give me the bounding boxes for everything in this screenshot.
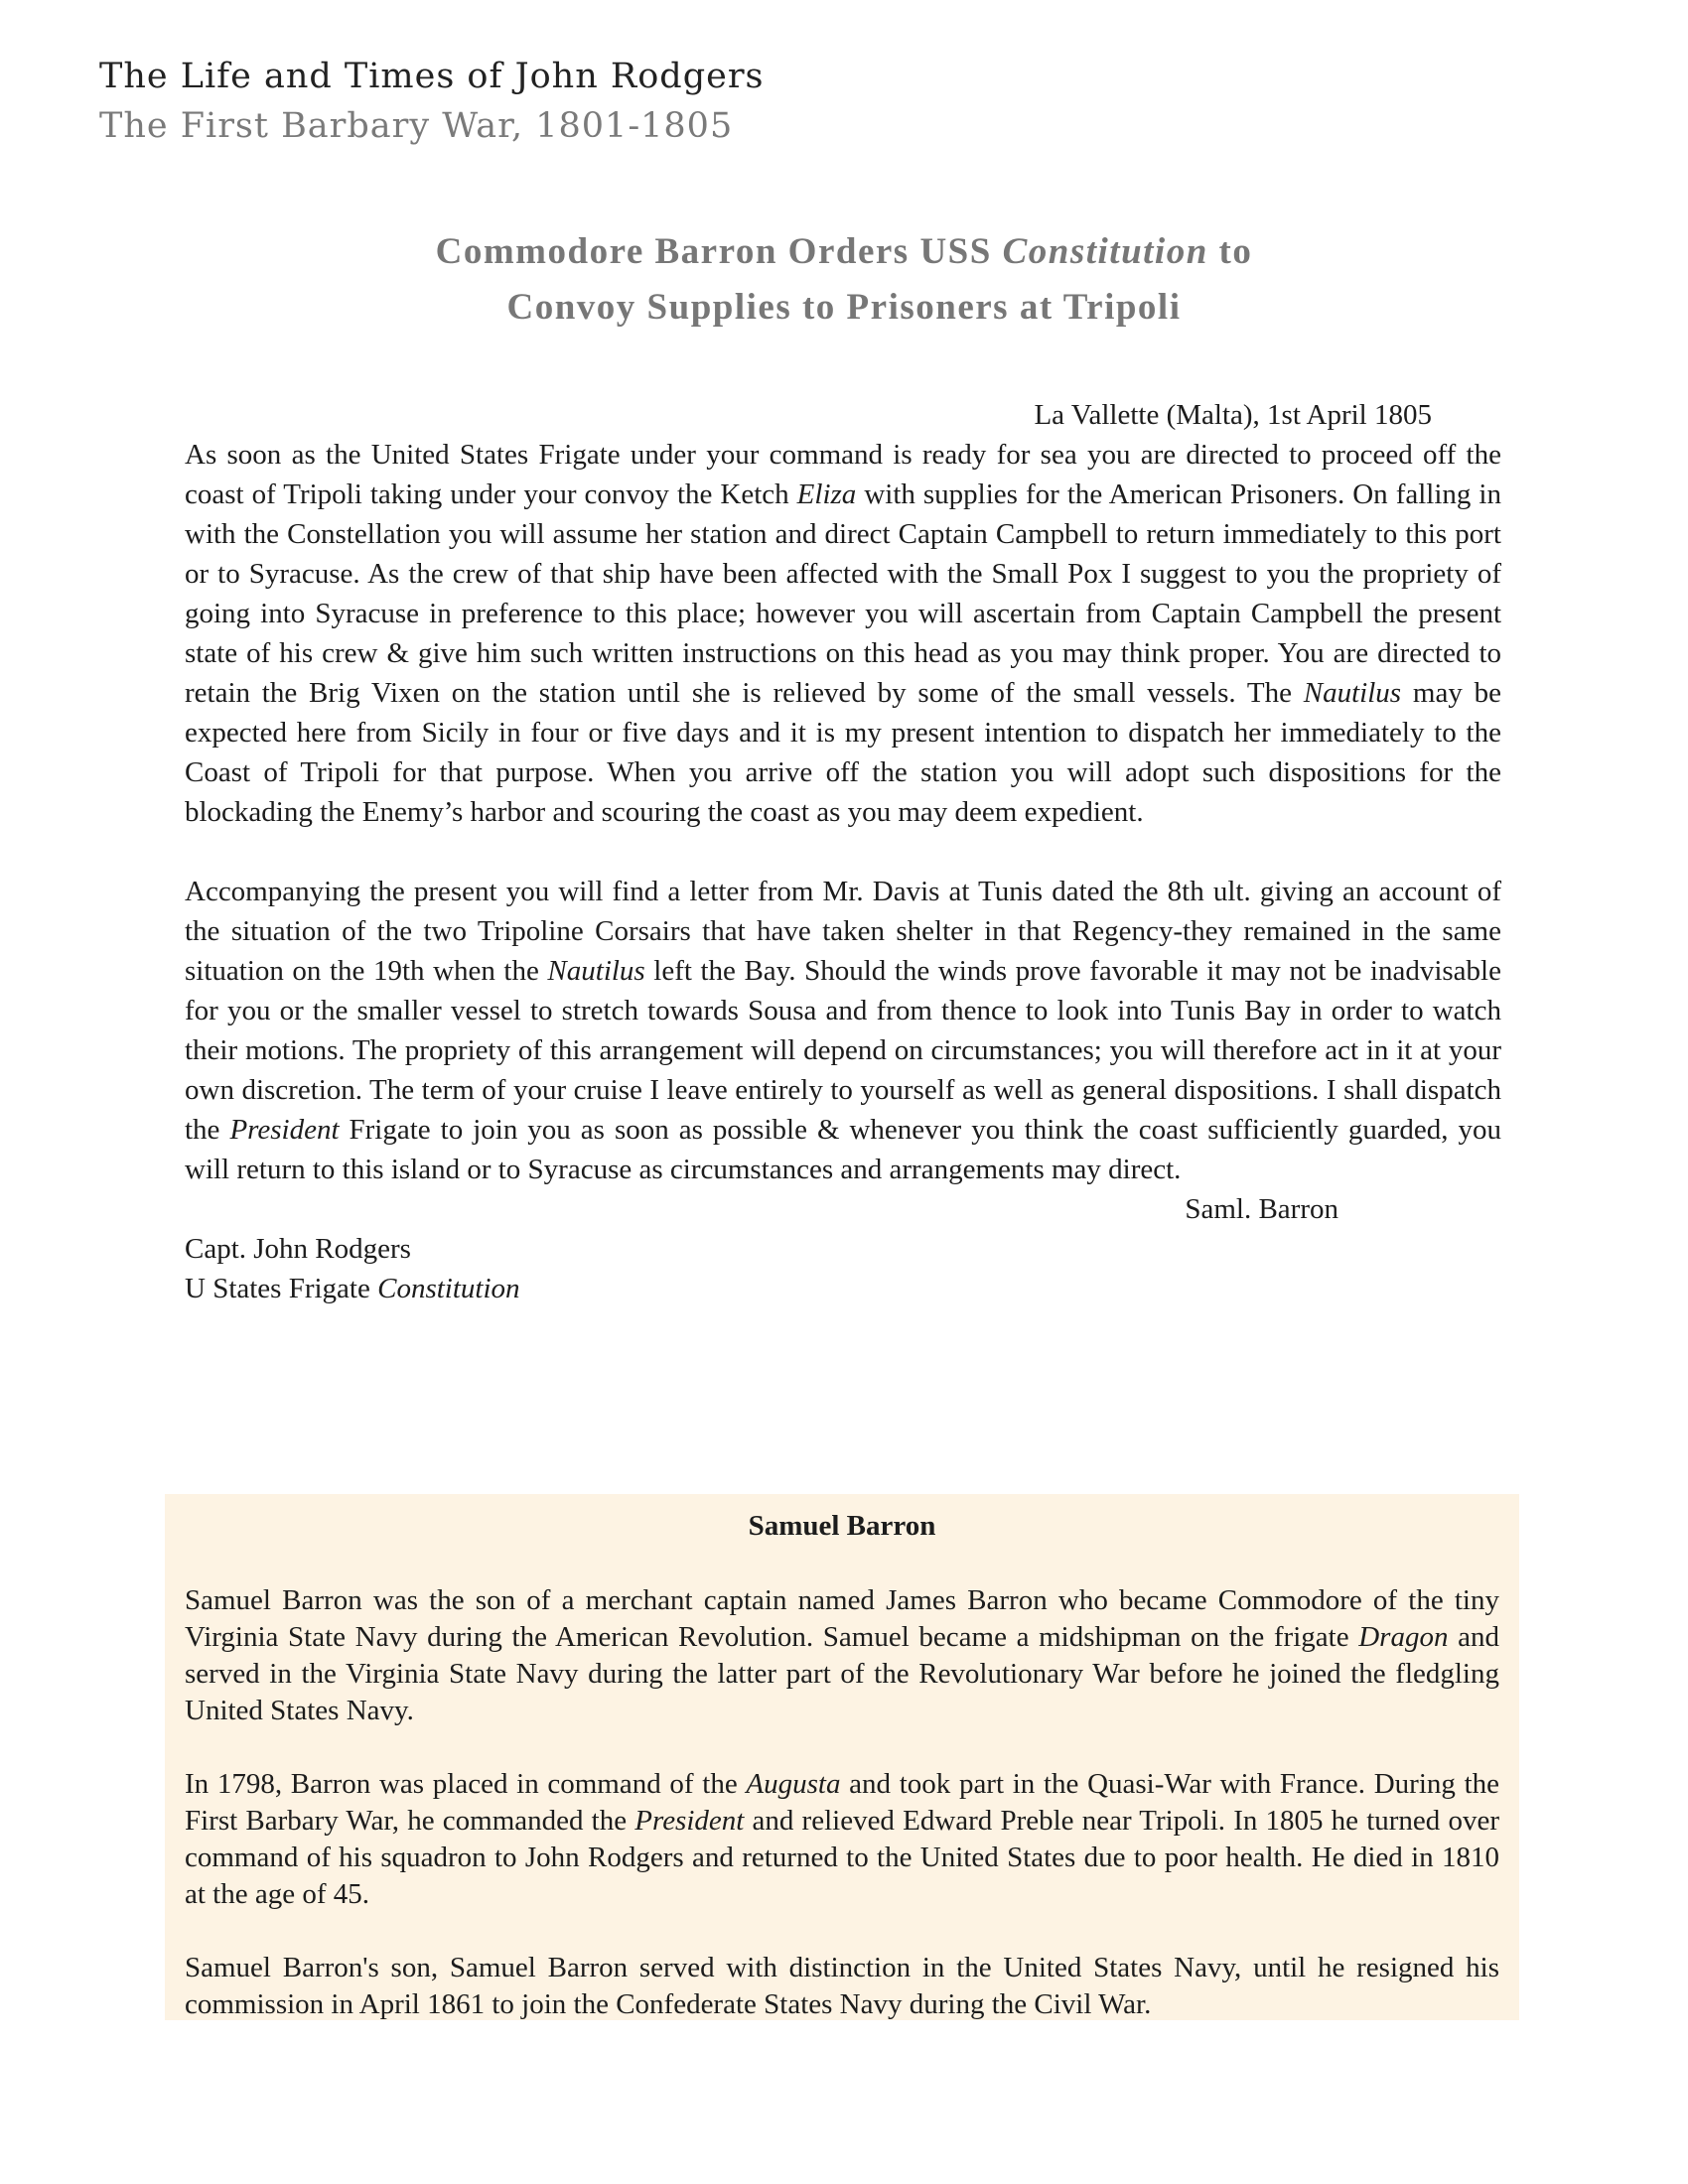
ship-name: Constitution	[377, 1273, 520, 1304]
ship-name: President	[634, 1805, 745, 1837]
text-run: with supplies for the American Prisoners. On falling in with the Constellation you will assume her station and direct Captain Campbell to return immediately to this port or to Syracuse. As the crew of that ship have been affected with the Small Pox I suggest to you the propriety of going into Syracuse in preference to this place; however you will ascertain from Captain Campbell the present state of his crew & give him such written instructions on this head as you may think proper. You are directed to retain the Brig Vixen on the station until she is relieved by some of the small vessels. The	[185, 478, 1501, 709]
text-run: Accompanying the present you will find a letter from Mr. Davis at Tunis dated the 8th ult. giving an account of the situation of the two Tripoline Corsairs that have taken shelter in that Regency-they remained in the same situation on the 19th when the	[185, 876, 1501, 987]
text-run: As soon as the United States Frigate under your command is ready for sea you are directed to proceed off the coast of Tripoli taking under your convoy the Ketch	[185, 439, 1501, 510]
text-run: left the Bay. Should the winds prove favorable it may not be inadvisable for you or the smaller vessel to stretch towards Sousa and from thence to look into Tunis Bay in order to watch their motions. The propriety of this arrangement will depend on circumstances; you will therefore act in it at your own discretion. The term of your cruise I leave entirely to yourself as well as general dispositions. I shall dispatch the	[185, 955, 1501, 1146]
sidebar-paragraph-1	[185, 1582, 1499, 1729]
text-run: and served in the Virginia State Navy during the latter part of the Revolutionary War before he joined the fledgling United States Navy.	[185, 1621, 1499, 1726]
text-run: and took part in the Quasi-War with France. During the First Barbary War, he commanded the	[185, 1768, 1499, 1837]
addressee-name: Capt. John Rodgers	[185, 1233, 411, 1265]
text-run: Frigate to join you as soon as possible & whenever you think the coast sufficiently guarded, you will return to this island or to Syracuse as circumstances and arrangements may direct.	[185, 1114, 1501, 1185]
page-header	[99, 52, 765, 151]
letter-paragraph-1	[185, 435, 1501, 832]
series-subtitle: The First Barbary War, 1801-1805	[99, 106, 734, 146]
text-run: U States Frigate	[185, 1273, 378, 1304]
title-ship-name: Constitution	[1002, 231, 1208, 272]
sidebar-paragraph-3: Samuel Barron's son, Samuel Barron served with distinction in the United States Navy, until he resigned his commission in April 1861 to join the Confederate States Navy during the Civil War.	[185, 1952, 1499, 2020]
document-title-line2: Convoy Supplies to Prisoners at Tripoli	[506, 287, 1182, 328]
title-text: Commodore Barron Orders USS	[435, 231, 1003, 272]
series-title: The Life and Times of John Rodgers	[99, 57, 765, 96]
letter-paragraph-2	[185, 872, 1501, 1189]
letter-body	[185, 395, 1501, 1308]
text-run: may be expected here from Sicily in four or five days and it is my present intention to dispatch her immediately to the Coast of Tripoli for that purpose. When you arrive off the station you will adopt such dispositions for the blockading the Enemy’s harbor and scouring the coast as you may deem expedient.	[185, 677, 1501, 828]
document-title-line1	[0, 224, 1688, 280]
ship-name: President	[229, 1114, 340, 1146]
sidebar-heading: Samuel Barron	[748, 1510, 936, 1542]
biography-sidebar	[165, 1494, 1519, 2020]
ship-name: Nautilus	[1303, 677, 1402, 709]
ship-name: Nautilus	[547, 955, 645, 987]
addressee-ship	[185, 1269, 1501, 1308]
ship-name: Eliza	[796, 478, 857, 510]
addressee	[185, 1229, 1501, 1308]
text-run: In 1798, Barron was placed in command of the	[185, 1768, 747, 1800]
dateline: La Vallette (Malta), 1st April 1805	[1034, 399, 1432, 431]
document-title	[0, 224, 1688, 336]
text-run: Samuel Barron was the son of a merchant captain named James Barron who became Commodore of the tiny Virginia State Navy during the American Revolution. Samuel became a midshipman on the frigate	[185, 1584, 1499, 1653]
ship-name: Augusta	[746, 1768, 841, 1800]
signature: Saml. Barron	[1185, 1193, 1338, 1225]
title-text: to	[1207, 231, 1253, 272]
sidebar-paragraph-2	[185, 1766, 1499, 1913]
ship-name: Dragon	[1358, 1621, 1449, 1653]
text-run: and relieved Edward Preble near Tripoli. In 1805 he turned over command of his squadron to John Rodgers and returned to the United States due to poor health. He died in 1810 at the age of 45.	[185, 1805, 1499, 1910]
